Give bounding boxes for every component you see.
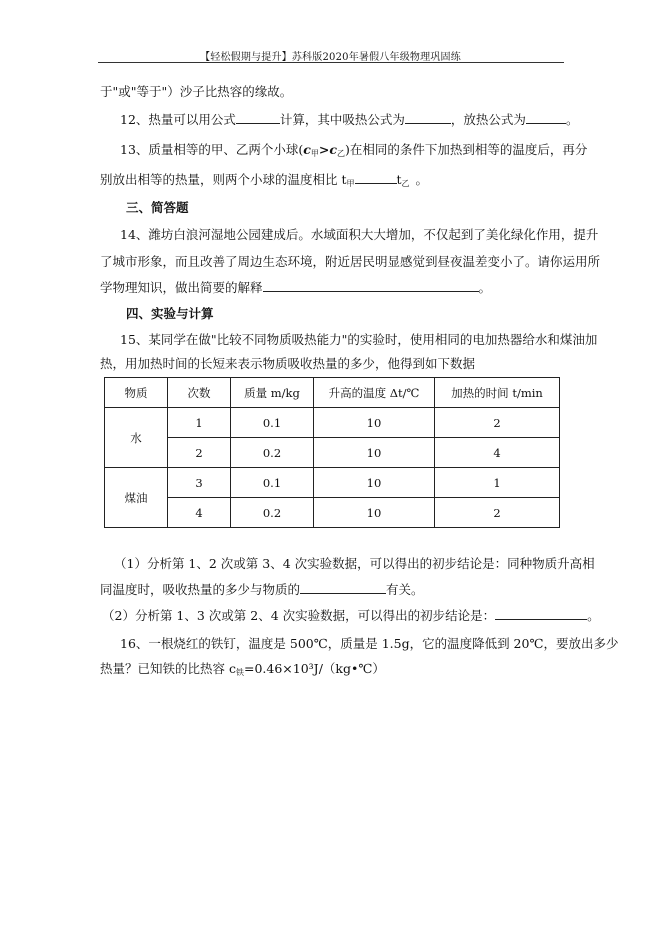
q12-part1: 12、热量可以用公式	[120, 112, 236, 127]
cell-mass: 0.1	[231, 408, 314, 438]
t-jia-sub: 甲	[346, 179, 355, 188]
c-yi: c	[329, 142, 338, 157]
c-iron-sub: 铁	[235, 668, 244, 677]
analysis-1-end: 有关。	[386, 582, 424, 597]
q14-blank-answer[interactable]	[263, 280, 479, 292]
q13-text-c: 别放出相等的热量，则两个小球的温度相比 t	[100, 172, 347, 187]
q12-blank-formula[interactable]	[236, 112, 280, 124]
q14-line3	[100, 279, 491, 297]
q12-blank-absorb[interactable]	[405, 112, 451, 124]
q12-part4: 。	[565, 112, 579, 127]
header-divider	[98, 62, 564, 63]
q14-line1: 14、潍坊白浪河湿地公园建成后。水域面积大大增加，不仅起到了美化绿化作用，提升	[120, 227, 599, 242]
section-4-title: 四、实验与计算	[126, 306, 214, 321]
q16-line2	[100, 660, 385, 682]
table-row	[105, 468, 560, 498]
q16-text: 热量？已知铁的比热容 c	[100, 661, 236, 676]
section-3-title: 三、简答题	[126, 200, 189, 215]
table-row	[105, 438, 560, 468]
cell-temp-rise: 10	[314, 498, 435, 528]
cell-heat-time: 2	[435, 408, 560, 438]
cell-mass: 0.1	[231, 468, 314, 498]
q15-line1: 15、某同学在做"比较不同物质吸热能力"的实验时，使用相同的电加热器给水和煤油加	[120, 332, 598, 347]
cell-temp-rise: 10	[314, 438, 435, 468]
t-yi-sub: 乙	[401, 179, 410, 188]
header-substance: 物质	[105, 378, 168, 408]
cell-trial: 2	[168, 438, 231, 468]
q14-text: 学物理知识，做出简要的解释	[100, 280, 263, 295]
cell-temp-rise: 10	[314, 408, 435, 438]
c-yi-sub: 乙	[337, 149, 346, 158]
q13-blank-compare[interactable]	[355, 172, 397, 184]
analysis-2-text: （2）分析第 1、3 次或第 2、4 次实验数据，可以得出的初步结论是：	[102, 608, 496, 623]
question-13-line2	[100, 171, 428, 193]
header-trial: 次数	[168, 378, 231, 408]
cell-trial: 1	[168, 408, 231, 438]
q16-formula: =0.46×10³J/（kg•℃）	[243, 661, 385, 676]
t-yi: t	[396, 172, 402, 187]
q11-tail: 于"或"等于"）沙子比热容的缘故。	[100, 84, 293, 99]
cell-mass: 0.2	[231, 498, 314, 528]
cell-substance-kerosene: 煤油	[105, 468, 168, 528]
cell-heat-time: 2	[435, 498, 560, 528]
table-header-row	[105, 378, 560, 408]
q14-line2: 了城市形象，而且改善了周边生态环境，附近居民明显感觉到昼夜温差变小了。请你运用所	[100, 254, 601, 269]
table-row	[105, 408, 560, 438]
cell-substance-water: 水	[105, 408, 168, 468]
question-12	[120, 111, 578, 129]
analysis-1-blank[interactable]	[300, 582, 386, 594]
cell-mass: 0.2	[231, 438, 314, 468]
c-jia-sub: 甲	[310, 149, 319, 158]
q13-end: 。	[415, 172, 429, 187]
analysis-1-text: 同温度时，吸收热量的多少与物质的	[100, 582, 301, 597]
analysis-2-end: 。	[587, 608, 600, 623]
page-header: 【轻松假期与提升】苏科版2020年暑假八年级物理巩固练	[200, 52, 461, 63]
analysis-1-line1: （1）分析第 1、2 次或第 3、4 次实验数据，可以得出的初步结论是：同种物质升高相	[114, 556, 595, 571]
q15-line2: 热，用加热时间的长短来表示物质吸收热量的多少，他得到如下数据	[100, 356, 476, 371]
header-temp-rise: 升高的温度 Δt/℃	[314, 378, 435, 408]
cell-trial: 3	[168, 468, 231, 498]
analysis-2-blank[interactable]	[495, 608, 587, 620]
header-mass: 质量 m/kg	[231, 378, 314, 408]
question-13-line1	[120, 141, 587, 163]
table-row	[105, 498, 560, 528]
cell-temp-rise: 10	[314, 468, 435, 498]
q14-end: 。	[478, 280, 492, 295]
cell-heat-time: 1	[435, 468, 560, 498]
greater-than-sign: >	[318, 142, 330, 157]
data-table	[104, 377, 560, 528]
cell-heat-time: 4	[435, 438, 560, 468]
q16-line1: 16、一根烧红的铁钉，温度是 500℃，质量是 1.5g，它的温度降低到 20℃，要放出多少	[120, 636, 619, 651]
header-heat-time: 加热的时间 t/min	[435, 378, 560, 408]
q13-text-b: )在相同的条件下加热到相等的温度后，再分	[345, 142, 588, 157]
cell-trial: 4	[168, 498, 231, 528]
q13-text-a: 13、质量相等的甲、乙两个小球(	[120, 142, 304, 157]
q12-part2: 计算，其中吸热公式为	[279, 112, 405, 127]
q12-blank-release[interactable]	[526, 112, 566, 124]
c-jia: c	[303, 142, 311, 157]
analysis-2	[102, 607, 600, 625]
analysis-1-line2	[100, 581, 424, 599]
q12-part3: ，放热公式为	[450, 112, 526, 127]
